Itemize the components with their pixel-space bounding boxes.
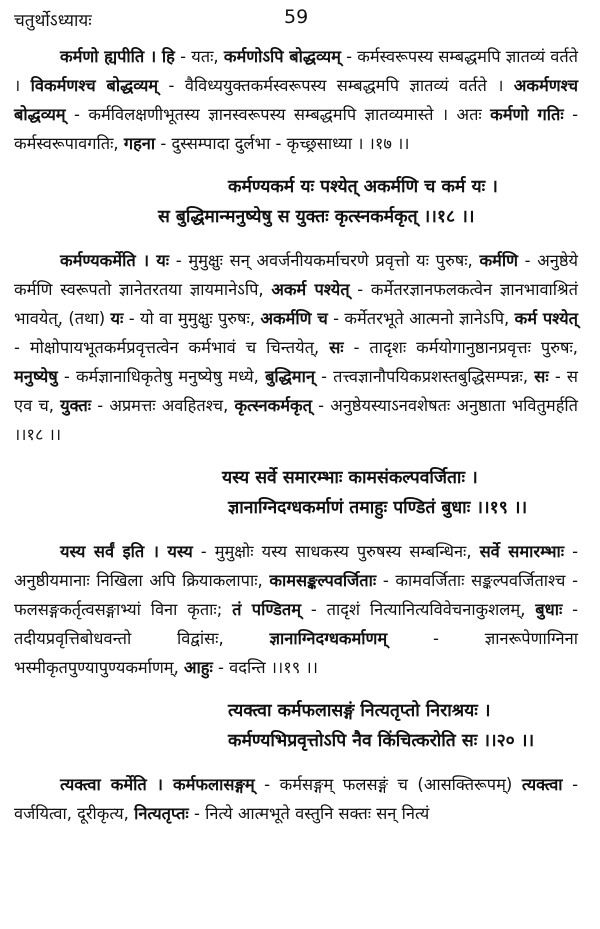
gloss-text: - अनुष्ठीयमानाः निखिला अपि क्रियाकलापाः,	[14, 542, 579, 590]
gloss-text: - मुमुक्षुः सन् अवर्जनीयकर्माचरणे प्रवृत्तो यः पुरुषः,	[169, 251, 480, 270]
gloss-text: - कर्मेतरभूते आत्मनो ज्ञानेऽपि,	[327, 309, 515, 328]
gloss-text: - यो वा मुमुक्षुः पुरुषः,	[123, 309, 261, 328]
gloss-text: - मोक्षोपायभूतकर्मप्रवृत्तत्वेन कर्मभावं च चिन्तयेत्,	[14, 338, 330, 357]
gloss-text: - कामवर्जिताः सङ्कल्पवर्जिताश्च - फलसङ्गकर्तृत्वसङ्गाभ्यां विना कृताः;	[14, 571, 578, 619]
gloss-text: - तदीयप्रवृत्तिबोधवन्तो विद्वांसः,	[14, 600, 579, 648]
verse-line: स बुद्धिमान्मनुष्येषु स युक्तः कृत्स्नकर्मकृत् ।।१८ ।।	[158, 207, 475, 227]
glossed-term: अकर्म पश्येत्	[271, 280, 350, 299]
gloss-text: - वदन्ति ।।१९ ।।	[212, 658, 318, 677]
verse-line: यस्य सर्वे समारम्भाः कामसंकल्पवर्जिताः ।	[222, 468, 478, 488]
glossed-term: कर्मणो ह्यपीति । हि	[60, 47, 175, 66]
gloss-text: - ज्ञानरूपेणाग्निना भस्मीकृतपुण्यापुण्यकर्माणम्,	[14, 629, 578, 677]
glossed-term: कामसङ्कल्पवर्जिताः	[269, 571, 377, 590]
glossed-term: बुधाः	[535, 600, 563, 619]
glossed-term: कर्मण्यकर्मेति । यः	[60, 251, 170, 270]
commentary-paragraph-20	[14, 770, 578, 828]
gloss-text: - स एव च,	[14, 367, 578, 415]
glossed-term: विकर्मणश्च बोद्धव्यम्	[30, 76, 159, 95]
glossed-term: कर्मणि	[479, 251, 518, 270]
commentary-paragraph-19	[14, 537, 578, 682]
glossed-term: सः	[329, 338, 344, 357]
glossed-term: त्यक्त्वा	[521, 775, 563, 794]
glossed-term: तं पण्डितम्	[232, 600, 302, 619]
glossed-term: ज्ञानाग्निदग्धकर्माणम्	[269, 629, 388, 648]
glossed-term: मनुष्येषु	[14, 367, 58, 386]
gloss-text: - अप्रमत्तः अवहितश्च,	[91, 396, 235, 415]
page-body	[14, 42, 578, 842]
glossed-term: गहना	[123, 134, 156, 153]
glossed-term: यः	[110, 309, 124, 328]
gloss-text: - कर्मविलक्षणीभूतस्य ज्ञानस्वरूपस्य सम्बद्धमपि ज्ञातव्यमास्ते । अतः	[65, 105, 491, 124]
verse-20	[14, 696, 578, 756]
glossed-term: नित्यतृप्तः	[134, 804, 189, 823]
glossed-term: सर्वे समारम्भाः	[479, 542, 565, 561]
gloss-text: - तादृशं नित्यानित्यविवेचनाकुशलम्,	[301, 600, 536, 619]
glossed-term: कर्मणोऽपि बोद्धव्यम्	[223, 47, 341, 66]
gloss-text: - तादृशः कर्मयोगानुष्ठानप्रवृत्तः पुरुषः,	[343, 338, 578, 357]
verse-18	[14, 172, 578, 232]
glossed-term: सः	[534, 367, 549, 386]
glossed-term: त्यक्त्वा कर्मेति । कर्मफलासङ्गम्	[60, 775, 255, 794]
commentary-paragraph-17	[14, 42, 578, 158]
glossed-term: अकर्मणश्च बोद्धव्यम्	[14, 76, 578, 124]
gloss-text: - अनुष्ठेयस्याऽनवशेषतः अनुष्ठाता भवितुमर्हति ।।१८ ।।	[14, 396, 578, 444]
glossed-term: कर्मणो गतिः	[490, 105, 564, 124]
glossed-term: कर्म पश्येत्	[514, 309, 578, 328]
verse-line: कर्मण्यकर्म यः पश्येत् अकर्मणि च कर्म यः ।	[228, 177, 498, 197]
page-number: 59	[284, 6, 309, 28]
gloss-text: - कर्मस्वरूपस्य सम्बद्धमपि ज्ञातव्यं वर्तते ।	[14, 47, 579, 95]
gloss-text: - दुस्सम्पादा दुर्लभा - कृच्छ्रसाध्या । ।१७ ।।	[155, 134, 410, 153]
glossed-term: युक्तः	[60, 396, 92, 415]
gloss-text: - वर्जयित्वा, दूरीकृत्य,	[14, 775, 579, 823]
gloss-text: - कर्मस्वरूपावगतिः,	[14, 105, 578, 153]
gloss-text: - वैविध्ययुक्तकर्मस्वरूपस्य सम्बद्धमपि ज्ञातव्यं वर्तते ।	[158, 76, 514, 95]
verse-line: ज्ञानाग्निदग्धकर्माणं तमाहुः पण्डितं बुधाः ।।१९ ।।	[228, 498, 528, 518]
glossed-term: यस्य सर्वं इति । यस्य	[60, 542, 193, 561]
glossed-term: अकर्मणि च	[260, 309, 328, 328]
gloss-text: - तत्त्वज्ञानौपयिकप्रशस्तबुद्धिसम्पन्नः,	[314, 367, 535, 386]
commentary-paragraph-18	[14, 246, 578, 449]
gloss-text: - नित्ये आत्मभूते वस्तुनि सक्तः सन् नित्यं	[188, 804, 430, 823]
verse-19	[14, 463, 578, 523]
gloss-text: - कर्मेतरज्ञानफलकत्वेन ज्ञानभावाश्रितं भावयेत्, (तथा)	[14, 280, 578, 328]
gloss-text: - मुमुक्षोः यस्य साधकस्य पुरुषस्य सम्बन्धिनः,	[192, 542, 480, 561]
glossed-term: कृत्स्नकर्मकृत्	[234, 396, 312, 415]
verse-line: कर्मण्यभिप्रवृत्तोऽपि नैव किंचित्करोति सः ।।२० ।।	[228, 731, 535, 751]
page-header	[14, 6, 586, 32]
gloss-text: - कर्मज्ञानाधिकृतेषु मनुष्येषु मध्ये,	[57, 367, 266, 386]
gloss-text: - कर्मसङ्गम् फलसङ्गं च (आसक्तिरूपम्)	[254, 775, 522, 794]
gloss-text: - यतः,	[174, 47, 224, 66]
glossed-term: बुद्धिमान्	[265, 367, 315, 386]
verse-line: त्यक्त्वा कर्मफलासङ्गं नित्यतृप्तो निराश्रयः ।	[228, 701, 491, 721]
chapter-title: चतुर्थोऽध्यायः	[14, 11, 92, 31]
gloss-text: - अनुष्ठेये कर्मणि स्वरूपतो ज्ञानेतरतया ज्ञायमानेऽपि,	[14, 251, 578, 299]
glossed-term: आहुः	[184, 658, 213, 677]
